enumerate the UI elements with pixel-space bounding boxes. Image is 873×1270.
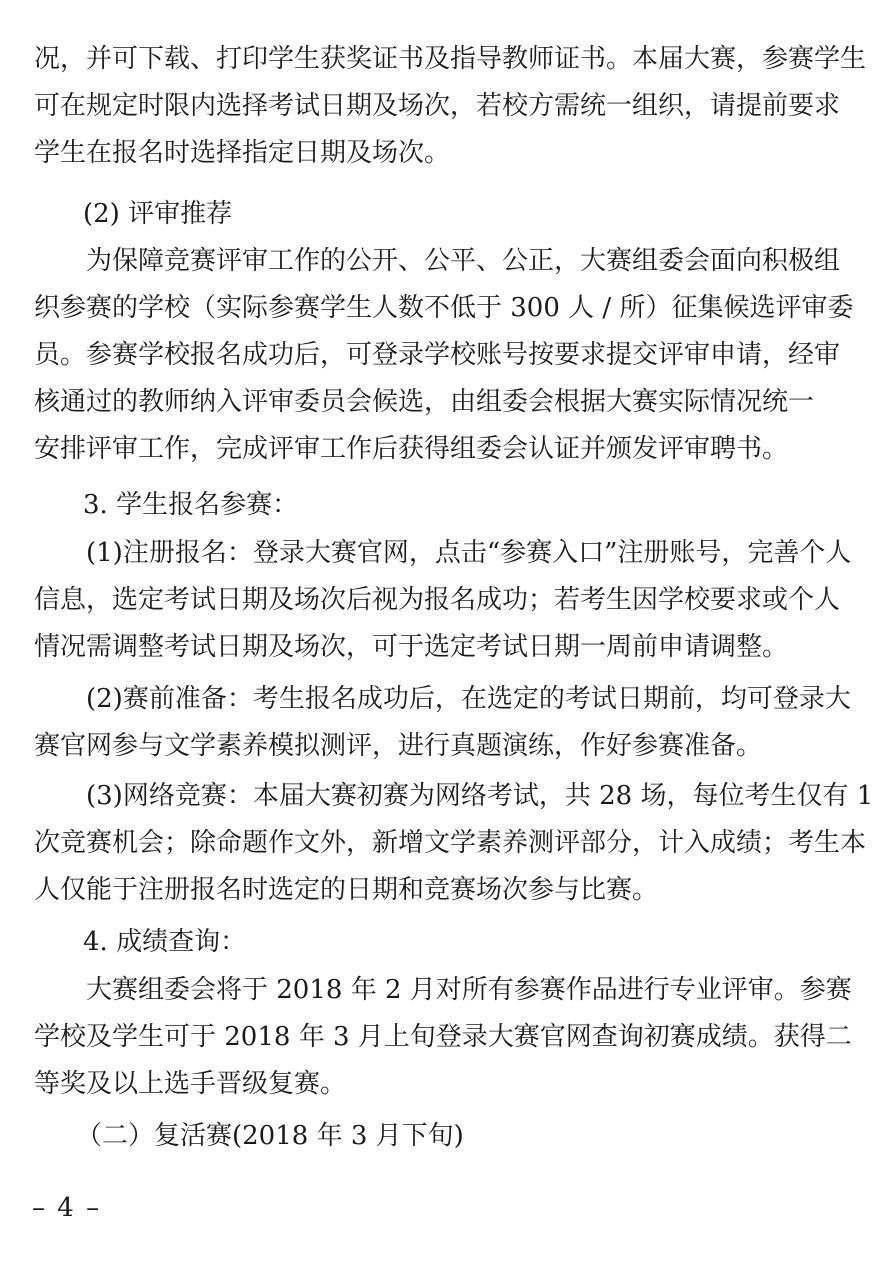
text-line: 次竞赛机会；除命题作文外，新增文学素养测评部分，计入成绩；考生本	[34, 828, 867, 858]
text-line: 信息，选定考试日期及场次后视为报名成功；若考生因学校要求或个人	[34, 585, 841, 615]
heading-text: 4. 成绩查询：	[83, 927, 247, 957]
text-line: 等奖及以上选手晋级复赛。	[34, 1069, 347, 1099]
text-line: 况，并可下载、打印学生获奖证书及指导教师证书。本届大赛，参赛学生	[34, 44, 867, 74]
text-line: (2)赛前准备：考生报名成功后，在选定的考试日期前，均可登录大	[34, 684, 851, 714]
page-number: – 4 –	[32, 1193, 102, 1223]
text-line: 赛官网参与文学素养模拟测评，进行真题演练，作好参赛准备。	[34, 731, 763, 761]
paragraph-results	[34, 967, 852, 1108]
section-heading-registration	[83, 482, 298, 529]
paragraph-online-contest	[34, 773, 873, 914]
text-line: 大赛组委会将于 2018 年 2 月对所有参赛作品进行专业评审。参赛	[34, 975, 852, 1005]
heading-text: 3. 学生报名参赛：	[83, 490, 299, 520]
paragraph-register	[34, 530, 852, 671]
text-line: 情况需调整考试日期及场次，可于选定考试日期一周前申请调整。	[34, 632, 789, 662]
heading-text: （二）复活赛(2018 年 3 月下旬)	[76, 1121, 464, 1151]
text-line: 员。参赛学校报名成功后，可登录学校账号按要求提交评审申请，经审	[34, 340, 841, 370]
section-heading-review	[83, 191, 232, 238]
text-line: (3)网络竞赛：本届大赛初赛为网络考试，共 28 场，每位考生仅有 1	[34, 781, 873, 811]
paragraph-preparation	[34, 676, 851, 770]
text-line: 人仅能于注册报名时选定的日期和竞赛场次参与比赛。	[34, 875, 659, 905]
text-line: 学生在报名时选择指定日期及场次。	[34, 138, 451, 168]
text-line: 安排评审工作，完成评审工作后获得组委会认证并颁发评审聘书。	[34, 434, 789, 464]
text-line: 为保障竞赛评审工作的公开、公平、公正，大赛组委会面向积极组	[34, 246, 841, 276]
section-heading-revival	[76, 1113, 464, 1160]
paragraph-intro	[34, 36, 867, 177]
text-line: 核通过的教师纳入评审委员会候选，由组委会根据大赛实际情况统一	[34, 387, 815, 417]
heading-text: (2) 评审推荐	[83, 199, 233, 229]
text-line: (1)注册报名：登录大赛官网，点击“参赛入口”注册账号，完善个人	[34, 538, 852, 568]
text-line: 可在规定时限内选择考试日期及场次，若校方需统一组织，请提前要求	[34, 91, 841, 121]
text-line: 学校及学生可于 2018 年 3 月上旬登录大赛官网查询初赛成绩。获得二	[34, 1022, 852, 1052]
text-line: 织参赛的学校（实际参赛学生人数不低于 300 人 / 所）征集候选评审委	[34, 293, 854, 323]
section-heading-results	[83, 919, 246, 966]
paragraph-review	[34, 238, 854, 473]
